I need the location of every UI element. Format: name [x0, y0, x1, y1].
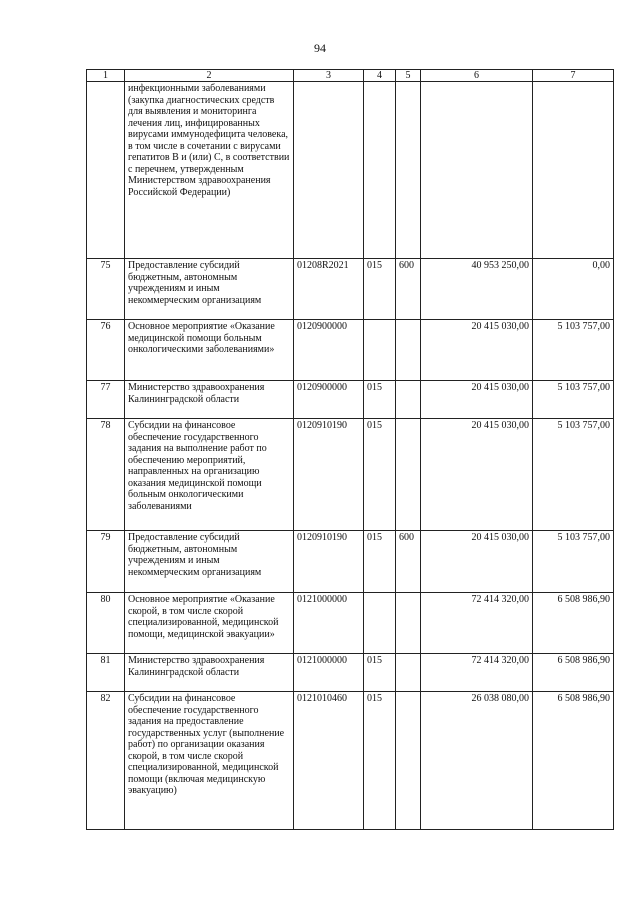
- header-col-6: 6: [421, 70, 533, 82]
- row-ministry-code-cell: 015: [364, 654, 396, 692]
- row-expense-type-cell: 600: [396, 531, 421, 593]
- row-amount-planned-cell: 40 953 250,00: [421, 259, 533, 320]
- header-col-2: 2: [125, 70, 294, 82]
- row-name-cell: Основное мероприятие «Оказание медицинской помощи больным онкологическими заболеваниями»: [125, 320, 294, 381]
- row-amount-planned-cell: 20 415 030,00: [421, 531, 533, 593]
- header-col-3: 3: [294, 70, 364, 82]
- row-amount-planned-cell: [421, 82, 533, 259]
- row-amount-planned-cell: 72 414 320,00: [421, 593, 533, 654]
- row-number-cell: 81: [87, 654, 125, 692]
- row-expense-type-cell: [396, 419, 421, 531]
- row-amount-executed-cell: 5 103 757,00: [533, 531, 614, 593]
- row-expense-type-cell: 600: [396, 259, 421, 320]
- row-name-cell: Субсидии на финансовое обеспечение государственного задания на выполнение работ по обеспечению мероприятий, направленных на организацию оказания медицинской помощи больным онкологическими заболеваниями: [125, 419, 294, 531]
- table-row: [87, 692, 614, 830]
- row-amount-planned-cell: 26 038 080,00: [421, 692, 533, 830]
- row-code-cell: 0120910190: [294, 531, 364, 593]
- budget-table: [86, 69, 614, 830]
- row-amount-planned-cell: 20 415 030,00: [421, 381, 533, 419]
- header-col-4: 4: [364, 70, 396, 82]
- row-name-cell: Министерство здравоохранения Калининградской области: [125, 654, 294, 692]
- row-name-cell: Предоставление субсидий бюджетным, автономным учреждениям и иным некоммерческим организациям: [125, 259, 294, 320]
- header-col-7: 7: [533, 70, 614, 82]
- row-code-cell: 0120910190: [294, 419, 364, 531]
- row-number-cell: 77: [87, 381, 125, 419]
- row-amount-executed-cell: 6 508 986,90: [533, 654, 614, 692]
- row-amount-planned-cell: 72 414 320,00: [421, 654, 533, 692]
- row-number-cell: [87, 82, 125, 259]
- row-expense-type-cell: [396, 593, 421, 654]
- row-amount-planned-cell: 20 415 030,00: [421, 419, 533, 531]
- row-code-cell: 0120900000: [294, 381, 364, 419]
- row-ministry-code-cell: [364, 593, 396, 654]
- row-ministry-code-cell: [364, 82, 396, 259]
- table-row: [87, 654, 614, 692]
- row-number-cell: 82: [87, 692, 125, 830]
- row-code-cell: [294, 82, 364, 259]
- row-ministry-code-cell: 015: [364, 692, 396, 830]
- row-expense-type-cell: [396, 692, 421, 830]
- row-code-cell: 0121000000: [294, 654, 364, 692]
- row-amount-executed-cell: 5 103 757,00: [533, 419, 614, 531]
- header-row: [87, 70, 614, 82]
- row-name-cell: Субсидии на финансовое обеспечение государственного задания на предоставление государственных услуг (выполнение работ) по организации оказания скорой, в том числе скорой специализированной, медицинской помощи (включая медицинскую эвакуацию): [125, 692, 294, 830]
- header-col-1: 1: [87, 70, 125, 82]
- row-amount-executed-cell: 5 103 757,00: [533, 320, 614, 381]
- row-number-cell: 78: [87, 419, 125, 531]
- row-code-cell: 0121000000: [294, 593, 364, 654]
- row-expense-type-cell: [396, 82, 421, 259]
- row-ministry-code-cell: 015: [364, 381, 396, 419]
- table-row: [87, 531, 614, 593]
- row-expense-type-cell: [396, 654, 421, 692]
- table-row: [87, 593, 614, 654]
- row-number-cell: 79: [87, 531, 125, 593]
- table-row: [87, 320, 614, 381]
- row-name-cell: инфекционными заболеваниями (закупка диагностических средств для выявления и мониторинга лечения лиц, инфицированных вирусами иммунодефицита человека, в том числе в сочетании с вирусами гепатитов В и (или) С, в соответствии с перечнем, утвержденным Министерством здравоохранения Российской Федерации): [125, 82, 294, 259]
- row-number-cell: 75: [87, 259, 125, 320]
- row-name-cell: Основное мероприятие «Оказание скорой, в том числе скорой специализированной, медицинской помощи, медицинской эвакуации»: [125, 593, 294, 654]
- row-number-cell: 76: [87, 320, 125, 381]
- page-number: 94: [314, 41, 326, 55]
- row-number-cell: 80: [87, 593, 125, 654]
- row-code-cell: 01208R2021: [294, 259, 364, 320]
- row-amount-executed-cell: 6 508 986,90: [533, 692, 614, 830]
- row-ministry-code-cell: 015: [364, 419, 396, 531]
- row-name-cell: Министерство здравоохранения Калининградской области: [125, 381, 294, 419]
- row-expense-type-cell: [396, 381, 421, 419]
- row-code-cell: 0121010460: [294, 692, 364, 830]
- row-ministry-code-cell: 015: [364, 531, 396, 593]
- row-amount-planned-cell: 20 415 030,00: [421, 320, 533, 381]
- table-row: [87, 259, 614, 320]
- row-amount-executed-cell: 6 508 986,90: [533, 593, 614, 654]
- table-row: [87, 82, 614, 259]
- row-amount-executed-cell: 0,00: [533, 259, 614, 320]
- table-row: [87, 381, 614, 419]
- row-code-cell: 0120900000: [294, 320, 364, 381]
- row-name-cell: Предоставление субсидий бюджетным, автономным учреждениям и иным некоммерческим организациям: [125, 531, 294, 593]
- row-amount-executed-cell: 5 103 757,00: [533, 381, 614, 419]
- row-expense-type-cell: [396, 320, 421, 381]
- row-amount-executed-cell: [533, 82, 614, 259]
- row-ministry-code-cell: 015: [364, 259, 396, 320]
- row-ministry-code-cell: [364, 320, 396, 381]
- table-row: [87, 419, 614, 531]
- header-col-5: 5: [396, 70, 421, 82]
